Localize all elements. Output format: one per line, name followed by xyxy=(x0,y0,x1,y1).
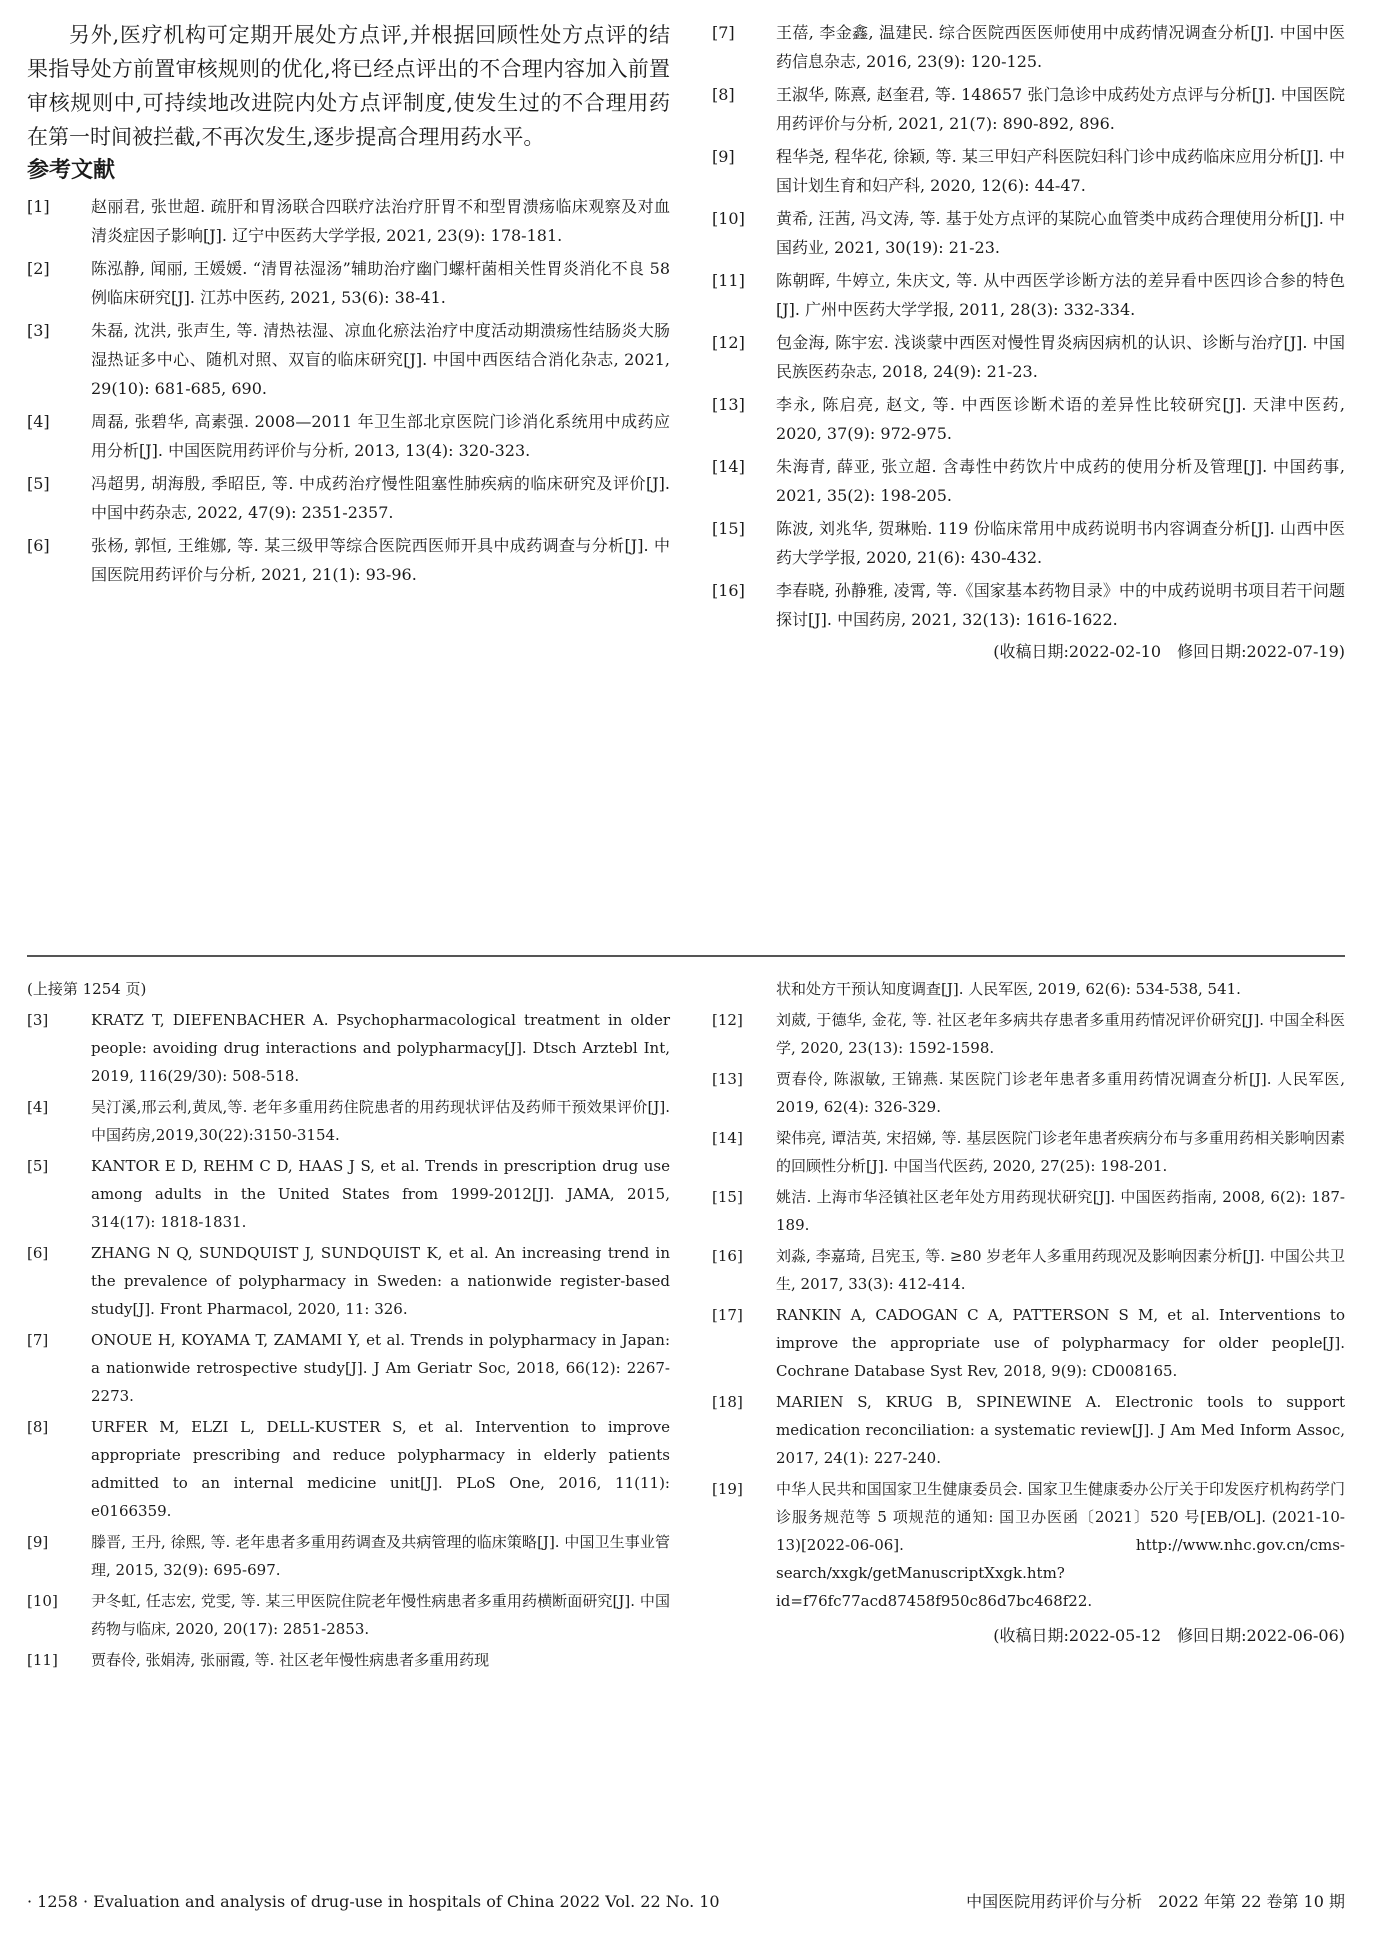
reference-text: 滕晋, 王丹, 徐熙, 等. 老年患者多重用药调查及共病管理的临床策略[J]. 中国卫生事业管理, 2015, 32(9): 695-697. xyxy=(91,1533,670,1579)
reference-number: [9] xyxy=(27,1533,49,1551)
reference-text: URFER M, ELZI L, DELL-KUSTER S, et al. Intervention to improve appropriate prescribing and reduce polypharmacy in elderly patients admitted to an internal medicine unit[J]. PLoS One, 2016, 11(11): e0166359. xyxy=(91,1418,670,1520)
reference-item xyxy=(712,1065,1345,1121)
bottom-left-column xyxy=(27,975,670,1677)
reference-text: 陈朝晖, 牛婷立, 朱庆文, 等. 从中西医学诊断方法的差异看中医四诊合参的特色[J]. 广州中医药大学学报, 2011, 28(3): 332-334. xyxy=(776,271,1345,319)
reference-number: [11] xyxy=(712,271,745,290)
reference-text: 刘葳, 于德华, 金花, 等. 社区老年多病共存患者多重用药情况评价研究[J]. 中国全科医学, 2020, 23(13): 1592-1598. xyxy=(776,1011,1345,1057)
reference-text: 中华人民共和国国家卫生健康委员会. 国家卫生健康委办公厅关于印发医疗机构药学门诊服务规范等 5 项规范的通知: 国卫办医函〔2021〕520 号[EB/OL]. (2021-10-13)[2022-06-06]. http://www.nhc.gov.cn/cms-search/xxgk/getManuscriptXxgk.htm? id=f76fc77acd87458f950c86d7bc468f22. xyxy=(776,1480,1345,1610)
reference-number: [8] xyxy=(712,85,735,104)
reference-item xyxy=(712,1242,1345,1298)
section-divider xyxy=(27,955,1345,957)
reference-item xyxy=(27,1326,670,1410)
reference-item xyxy=(27,1093,670,1149)
reference-item xyxy=(27,1239,670,1323)
reference-item xyxy=(27,316,670,403)
intro-paragraph: 另外,医疗机构可定期开展处方点评,并根据回顾性处方点评的结果指导处方前置审核规则的优化,将已经点评出的不合理内容加入前置审核规则中,可持续地改进院内处方点评制度,使发生过的不合理用药在第一时间被拦截,不再次发生,逐步提高合理用药水平。 xyxy=(27,23,670,149)
reference-text: 李春晓, 孙静雅, 凌霄, 等.《国家基本药物目录》中的中成药说明书项目若干问题探讨[J]. 中国药房, 2021, 32(13): 1616-1622. xyxy=(776,581,1345,629)
reference-item xyxy=(27,469,670,527)
reference-item xyxy=(27,1413,670,1525)
reference-text: 黄希, 汪茜, 冯文涛, 等. 基于处方点评的某院心血管类中成药合理使用分析[J]. 中国药业, 2021, 30(19): 21-23. xyxy=(776,209,1345,257)
reference-item xyxy=(712,1183,1345,1239)
reference-number: [7] xyxy=(712,23,735,42)
reference-number: [4] xyxy=(27,1098,49,1116)
footer-page-info: · 1258 · Evaluation and analysis of drug-use in hospitals of China 2022 Vol. 22 No. 10 xyxy=(27,1892,720,1911)
reference-continuation: 状和处方干预认知度调查[J]. 人民军医, 2019, 62(6): 534-538, 541. xyxy=(776,980,1241,998)
reference-item xyxy=(27,531,670,589)
reference-number: [18] xyxy=(712,1393,743,1411)
reference-text: 朱海青, 薛亚, 张立超. 含毒性中药饮片中成药的使用分析及管理[J]. 中国药事, 2021, 35(2): 198-205. xyxy=(776,457,1345,505)
reference-item xyxy=(712,1301,1345,1385)
reference-text: 陈波, 刘兆华, 贺琳贻. 119 份临床常用中成药说明书内容调查分析[J]. 山西中医药大学学报, 2020, 21(6): 430-432. xyxy=(776,519,1345,567)
reference-text: 刘淼, 李嘉琦, 吕宪玉, 等. ≥80 岁老年人多重用药现况及影响因素分析[J]. 中国公共卫生, 2017, 33(3): 412-414. xyxy=(776,1247,1345,1293)
reference-item xyxy=(27,407,670,465)
reference-text: 吴汀溪,邢云利,黄凤,等. 老年多重用药住院患者的用药现状评估及药师干预效果评价[J]. 中国药房,2019,30(22):3150-3154. xyxy=(91,1098,670,1144)
reference-number: [5] xyxy=(27,474,50,493)
reference-item xyxy=(712,18,1345,76)
reference-text: 尹冬虹, 任志宏, 党雯, 等. 某三甲医院住院老年慢性病患者多重用药横断面研究[J]. 中国药物与临床, 2020, 20(17): 2851-2853. xyxy=(91,1592,670,1638)
reference-number: [13] xyxy=(712,1070,743,1088)
reference-item xyxy=(712,328,1345,386)
reference-text: 贾春伶, 张娟涛, 张丽霞, 等. 社区老年慢性病患者多重用药现 xyxy=(91,1651,490,1669)
reference-item xyxy=(27,1006,670,1090)
reference-number: [14] xyxy=(712,1129,743,1147)
reference-text: 程华尧, 程华花, 徐颖, 等. 某三甲妇产科医院妇科门诊中成药临床应用分析[J]. 中国计划生育和妇产科, 2020, 12(6): 44-47. xyxy=(776,147,1345,195)
reference-text: 朱磊, 沈洪, 张声生, 等. 清热祛湿、凉血化瘀法治疗中度活动期溃疡性结肠炎大肠湿热证多中心、随机对照、双盲的临床研究[J]. 中国中西医结合消化杂志, 2021, 29(10): 681-685, 690. xyxy=(91,321,670,398)
reference-number: [12] xyxy=(712,333,745,352)
reference-number: [10] xyxy=(27,1592,58,1610)
reference-number: [10] xyxy=(712,209,745,228)
reference-number: [8] xyxy=(27,1418,49,1436)
reference-text: 李永, 陈启亮, 赵文, 等. 中西医诊断术语的差异性比较研究[J]. 天津中医药, 2020, 37(9): 972-975. xyxy=(776,395,1345,443)
reference-item xyxy=(712,1006,1345,1062)
reference-number: [7] xyxy=(27,1331,49,1349)
reference-item xyxy=(712,1475,1345,1615)
reference-text: 贾春伶, 陈淑敏, 王锦燕. 某医院门诊老年患者多重用药情况调查分析[J]. 人民军医, 2019, 62(4): 326-329. xyxy=(776,1070,1345,1116)
top-right-column xyxy=(712,18,1345,666)
continued-from-note: (上接第 1254 页) xyxy=(27,980,147,998)
reference-number: [13] xyxy=(712,395,745,414)
bottom-right-column xyxy=(712,975,1345,1650)
reference-text: KRATZ T, DIEFENBACHER A. Psychopharmacological treatment in older people: avoiding drug interactions and polypharmacy[J]. Dtsch Arztebl Int, 2019, 116(29/30): 508-518. xyxy=(91,1011,670,1085)
reference-number: [16] xyxy=(712,581,745,600)
reference-text: 陈泓静, 闻丽, 王媛媛. “清胃祛湿汤”辅助治疗幽门螺杆菌相关性胃炎消化不良 58 例临床研究[J]. 江苏中医药, 2021, 53(6): 38-41. xyxy=(91,259,670,307)
reference-number: [3] xyxy=(27,321,50,340)
reference-item xyxy=(712,514,1345,572)
reference-number: [14] xyxy=(712,457,745,476)
reference-number: [5] xyxy=(27,1157,49,1175)
reference-item xyxy=(712,452,1345,510)
reference-text: 赵丽君, 张世超. 疏肝和胃汤联合四联疗法治疗肝胃不和型胃溃疡临床观察及对血清炎症因子影响[J]. 辽宁中医药大学学报, 2021, 23(9): 178-181. xyxy=(91,197,670,245)
references-heading: 参考文献 xyxy=(27,158,116,183)
reference-text: MARIEN S, KRUG B, SPINEWINE A. Electronic tools to support medication reconciliation: a systematic review[J]. J Am Med Inform Assoc, 2017, 24(1): 227-240. xyxy=(776,1393,1345,1467)
received-revised-dates: (收稿日期:2022-02-10 修回日期:2022-07-19) xyxy=(993,642,1345,661)
reference-text: ZHANG N Q, SUNDQUIST J, SUNDQUIST K, et al. An increasing trend in the prevalence of polypharmacy in Sweden: a nationwide register-based study[J]. Front Pharmacol, 2020, 11: 326. xyxy=(91,1244,670,1318)
reference-text: 王蓓, 李金鑫, 温建民. 综合医院西医医师使用中成药情况调查分析[J]. 中国中医药信息杂志, 2016, 23(9): 120-125. xyxy=(776,23,1345,71)
reference-number: [15] xyxy=(712,519,745,538)
reference-item xyxy=(712,266,1345,324)
reference-text: KANTOR E D, REHM C D, HAAS J S, et al. Trends in prescription drug use among adults in the United States from 1999-2012[J]. JAMA, 2015, 314(17): 1818-1831. xyxy=(91,1157,670,1231)
reference-number: [4] xyxy=(27,412,50,431)
footer-journal-info: 中国医院用药评价与分析 2022 年第 22 卷第 10 期 xyxy=(966,1892,1345,1911)
reference-number: [15] xyxy=(712,1188,743,1206)
reference-number: [12] xyxy=(712,1011,743,1029)
reference-number: [9] xyxy=(712,147,735,166)
reference-text: 梁伟亮, 谭洁英, 宋招娣, 等. 基层医院门诊老年患者疾病分布与多重用药相关影响因素的回顾性分析[J]. 中国当代医药, 2020, 27(25): 198-201. xyxy=(776,1129,1345,1175)
reference-number: [17] xyxy=(712,1306,743,1324)
reference-text: 王淑华, 陈熹, 赵奎君, 等. 148657 张门急诊中成药处方点评与分析[J]. 中国医院用药评价与分析, 2021, 21(7): 890-892, 896. xyxy=(776,85,1345,133)
reference-item xyxy=(27,1646,670,1674)
reference-number: [6] xyxy=(27,1244,49,1262)
reference-item xyxy=(712,1124,1345,1180)
reference-text: 姚洁. 上海市华泾镇社区老年处方用药现状研究[J]. 中国医药指南, 2008, 6(2): 187-189. xyxy=(776,1188,1345,1234)
reference-item xyxy=(712,80,1345,138)
reference-number: [2] xyxy=(27,259,50,278)
reference-item xyxy=(27,1587,670,1643)
reference-text: 张杨, 郭恒, 王维娜, 等. 某三级甲等综合医院西医师开具中成药调查与分析[J]. 中国医院用药评价与分析, 2021, 21(1): 93-96. xyxy=(91,536,670,584)
reference-number: [16] xyxy=(712,1247,743,1265)
reference-item xyxy=(27,254,670,312)
reference-text: 冯超男, 胡海殷, 季昭臣, 等. 中成药治疗慢性阻塞性肺疾病的临床研究及评价[J]. 中国中药杂志, 2022, 47(9): 2351-2357. xyxy=(91,474,670,522)
reference-number: [11] xyxy=(27,1651,58,1669)
top-left-column xyxy=(27,18,670,593)
reference-number: [1] xyxy=(27,197,50,216)
reference-text: ONOUE H, KOYAMA T, ZAMAMI Y, et al. Trends in polypharmacy in Japan: a nationwide retrospective study[J]. J Am Geriatr Soc, 2018, 66(12): 2267-2273. xyxy=(91,1331,670,1405)
reference-number: [3] xyxy=(27,1011,49,1029)
reference-list xyxy=(27,192,670,589)
received-revised-dates: (收稿日期:2022-05-12 修回日期:2022-06-06) xyxy=(993,1626,1345,1645)
reference-text: 周磊, 张碧华, 高素强. 2008—2011 年卫生部北京医院门诊消化系统用中成药应用分析[J]. 中国医院用药评价与分析, 2013, 13(4): 320-323. xyxy=(91,412,670,460)
reference-item xyxy=(712,390,1345,448)
reference-item xyxy=(712,1388,1345,1472)
reference-item xyxy=(27,192,670,250)
reference-item xyxy=(712,204,1345,262)
reference-text: 包金海, 陈宇宏. 浅谈蒙中西医对慢性胃炎病因病机的认识、诊断与治疗[J]. 中国民族医药杂志, 2018, 24(9): 21-23. xyxy=(776,333,1345,381)
reference-item xyxy=(27,1528,670,1584)
reference-item xyxy=(27,1152,670,1236)
reference-text: RANKIN A, CADOGAN C A, PATTERSON S M, et al. Interventions to improve the appropriate use of polypharmacy for older people[J]. Cochrane Database Syst Rev, 2018, 9(9): CD008165. xyxy=(776,1306,1345,1380)
reference-item xyxy=(712,142,1345,200)
reference-number: [19] xyxy=(712,1480,743,1498)
reference-number: [6] xyxy=(27,536,50,555)
reference-item xyxy=(712,576,1345,634)
